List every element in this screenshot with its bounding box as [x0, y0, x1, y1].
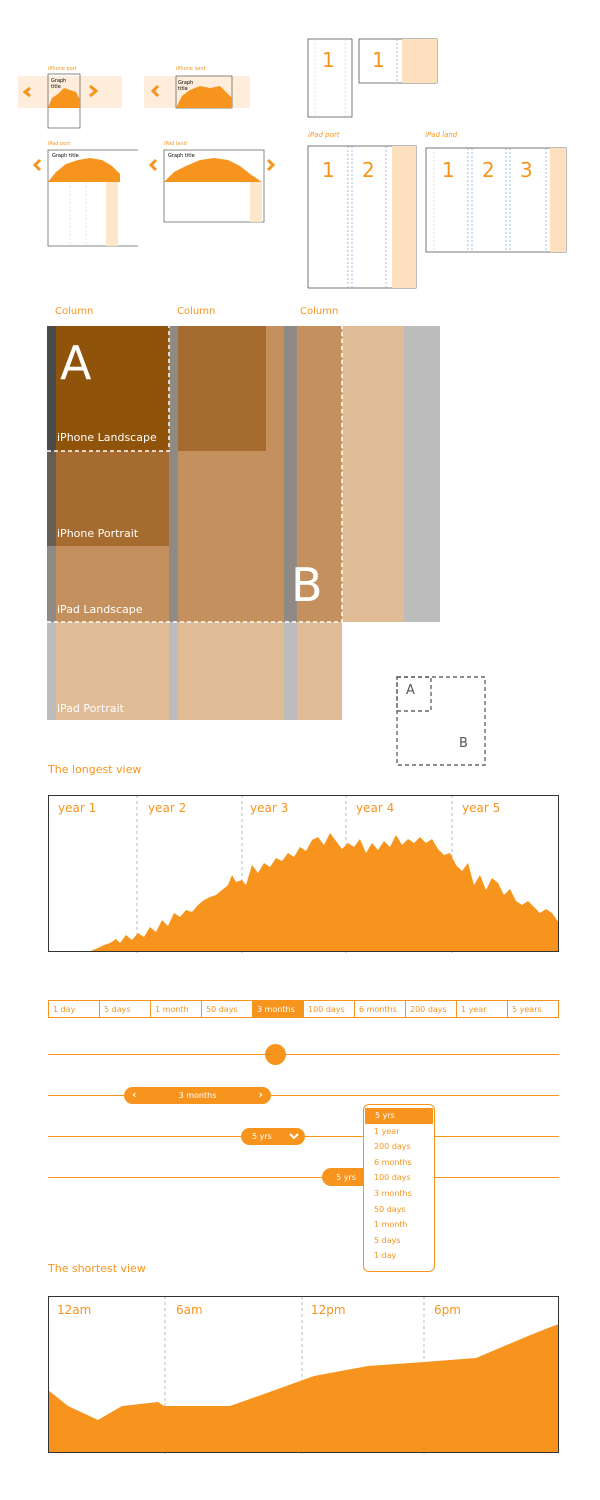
tab-100-days[interactable]: 100 days [304, 1001, 355, 1017]
region-a-letter: A [60, 336, 92, 390]
label-iphone-landscape: iPhone Landscape [57, 431, 157, 444]
label-ipad-landscape: iPad Landscape [57, 603, 143, 616]
tab-1-year[interactable]: 1 year [457, 1001, 508, 1017]
longest-view-chart [48, 795, 560, 953]
time-label-12am: 12am [57, 1303, 92, 1317]
tab-50-days[interactable]: 50 days [202, 1001, 253, 1017]
range-dropdown-menu [363, 1104, 435, 1272]
slider-handle[interactable] [265, 1044, 286, 1065]
stepper-value: 3 months [178, 1091, 217, 1100]
range-stepper[interactable] [124, 1087, 271, 1104]
menu-option-1-year[interactable]: 1 year [374, 1126, 400, 1136]
slider-track[interactable] [48, 1054, 559, 1055]
mockup-iphone-land-chart [144, 72, 252, 112]
year-label-1: year 1 [58, 801, 97, 815]
mockup-caption-iphone-land: Graph title [178, 80, 194, 92]
mockup-caption-ipad-port: Graph title [52, 153, 79, 159]
menu-option-50-days[interactable]: 50 days [374, 1204, 406, 1214]
panel-ipad-land-col-1: 1 [442, 158, 455, 182]
menu-option-5-days[interactable]: 5 days [374, 1235, 401, 1245]
range-tab-bar [48, 1000, 559, 1018]
shortest-view-chart [48, 1296, 560, 1454]
column-header-3: Column [300, 306, 339, 317]
year-label-5: year 5 [462, 801, 501, 815]
mockup-caption-ipad-land: Graph title [168, 153, 195, 159]
legend-a: A [406, 683, 415, 698]
panel-ipad-port-col-1: 1 [322, 158, 335, 182]
tab-1-day[interactable]: 1 day [49, 1001, 100, 1017]
chevron-down-icon [289, 1133, 299, 1140]
time-label-6pm: 6pm [434, 1303, 461, 1317]
panel-iphone-port-col-1: 1 [322, 48, 335, 72]
mockup-label-iphone-port: iPhone port [48, 66, 77, 72]
chevron-right-icon[interactable]: › [258, 1088, 263, 1101]
shortest-view-title: The shortest view [48, 1262, 146, 1275]
region-b-letter: B [291, 558, 323, 612]
menu-option-200-days[interactable]: 200 days [374, 1142, 411, 1152]
tab-3-months[interactable]: 3 months [253, 1001, 304, 1017]
handle-value: 5 yrs [336, 1172, 356, 1182]
panel-label-ipad-land: iPad land [425, 131, 458, 139]
mockup-ipad-port-chart [28, 148, 138, 248]
tab-200-days[interactable]: 200 days [406, 1001, 457, 1017]
chevron-left-icon[interactable]: ‹ [132, 1088, 137, 1101]
panel-ipad-port-col-2: 2 [362, 158, 375, 182]
range-dropdown[interactable] [241, 1128, 305, 1145]
menu-option-1-month[interactable]: 1 month [374, 1220, 408, 1230]
mockup-caption-iphone-port: Graph title [51, 78, 67, 90]
legend-b: B [459, 736, 468, 751]
menu-option-1-day[interactable]: 1 day [374, 1251, 397, 1261]
year-label-4: year 4 [356, 801, 395, 815]
longest-view-title: The longest view [48, 763, 142, 776]
year-label-3: year 3 [250, 801, 289, 815]
panel-iphone-land-col-1: 1 [372, 48, 385, 72]
time-label-6am: 6am [176, 1303, 203, 1317]
menu-option-100-days[interactable]: 100 days [374, 1173, 411, 1183]
label-iphone-portrait: iPhone Portrait [57, 527, 139, 540]
time-label-12pm: 12pm [311, 1303, 346, 1317]
mockup-label-iphone-land: iPhone land [176, 66, 206, 72]
tab-5-years[interactable]: 5 years [512, 1004, 542, 1014]
mockup-label-ipad-land: iPad land [164, 141, 187, 147]
menu-option-5-yrs[interactable]: 5 yrs [365, 1108, 433, 1124]
menu-track [48, 1177, 559, 1178]
label-ipad-portrait: iPad Portrait [57, 702, 124, 715]
tab-5-days[interactable]: 5 days [100, 1001, 151, 1017]
mockup-ipad-land-chart [144, 148, 278, 224]
menu-option-3-months[interactable]: 3 months [374, 1188, 412, 1198]
dropdown-value: 5 yrs [252, 1132, 272, 1141]
column-header-1: Column [55, 306, 94, 317]
tab-6-months[interactable]: 6 months [355, 1001, 406, 1017]
year-label-2: year 2 [148, 801, 187, 815]
panel-ipad-land-col-3: 3 [520, 158, 533, 182]
panel-ipad-land-col-2: 2 [482, 158, 495, 182]
mockup-label-ipad-port: iPad port [48, 141, 71, 147]
column-header-2: Column [177, 306, 216, 317]
menu-option-6-months[interactable]: 6 months [374, 1157, 412, 1167]
tab-1-month[interactable]: 1 month [151, 1001, 202, 1017]
responsive-layout-diagram [47, 326, 442, 722]
mockup-iphone-port-chart [18, 72, 124, 130]
panel-label-ipad-port: iPad port [308, 131, 340, 139]
